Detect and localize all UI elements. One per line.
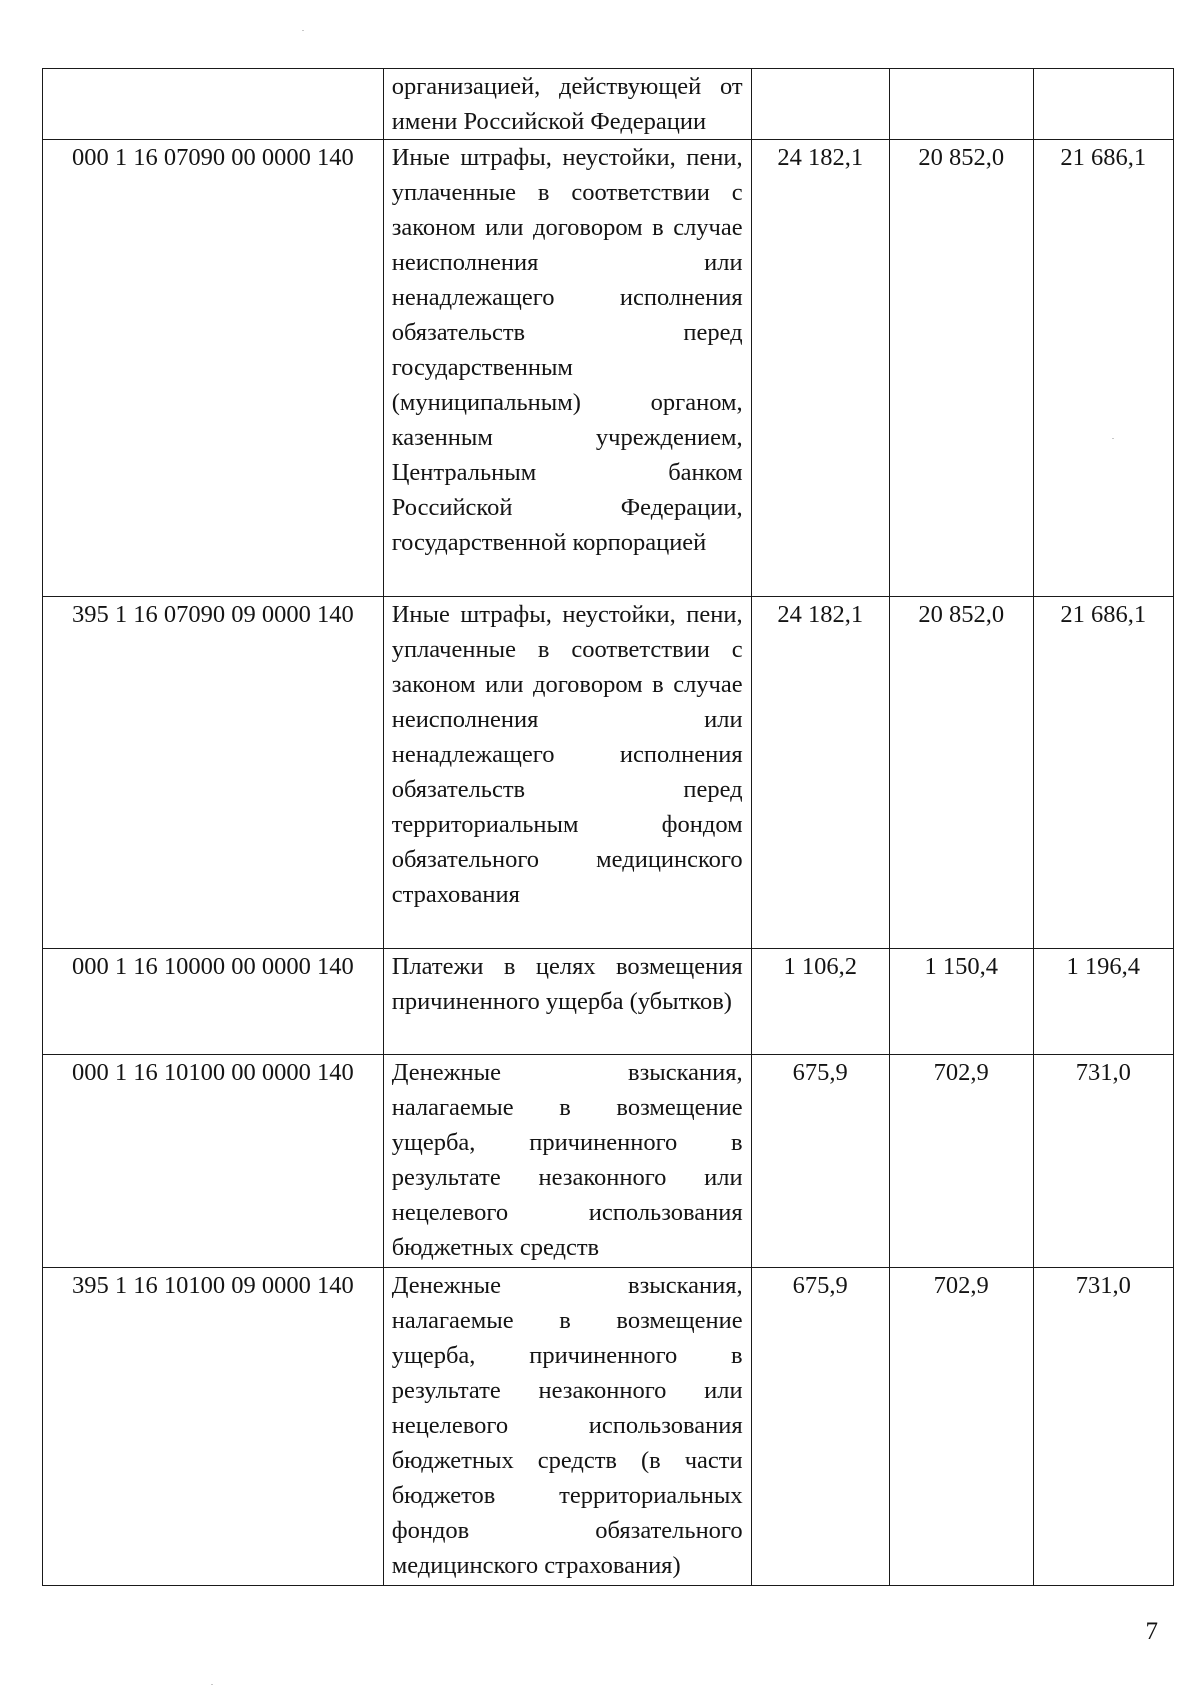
scan-speck [211, 1684, 213, 1685]
value-year-3: 21 686,1 [1033, 140, 1173, 597]
budget-code: 395 1 16 07090 09 0000 140 [43, 597, 384, 949]
value-year-2: 702,9 [889, 1055, 1033, 1268]
row-description: Денежные взыскания, налагаемые в возмещение ущерба, причиненного в результате незаконного или нецелевого использования бюджетных средств [383, 1055, 751, 1268]
table-row [43, 140, 1174, 597]
value-year-2: 702,9 [889, 1268, 1033, 1586]
table-row [43, 69, 1174, 140]
value-year-1: 1 106,2 [751, 949, 889, 1055]
budget-code: 000 1 16 10100 00 0000 140 [43, 1055, 384, 1268]
value-year-3: 731,0 [1033, 1268, 1173, 1586]
value-year-1: 24 182,1 [751, 597, 889, 949]
value-year-3: 1 196,4 [1033, 949, 1173, 1055]
value-year-1: 24 182,1 [751, 140, 889, 597]
table-row [43, 1055, 1174, 1268]
value-year-2: 20 852,0 [889, 140, 1033, 597]
table-row [43, 949, 1174, 1055]
value-year-1: 675,9 [751, 1268, 889, 1586]
table-row [43, 597, 1174, 949]
budget-code: 395 1 16 10100 09 0000 140 [43, 1268, 384, 1586]
value-year-3 [1033, 69, 1173, 140]
row-description: Платежи в целях возмещения причиненного ущерба (убытков) [383, 949, 751, 1055]
budget-code: 000 1 16 10000 00 0000 140 [43, 949, 384, 1055]
value-year-3: 731,0 [1033, 1055, 1173, 1268]
budget-revenue-table [42, 68, 1174, 1586]
value-year-1: 675,9 [751, 1055, 889, 1268]
budget-code [43, 69, 384, 140]
row-description: Иные штрафы, неустойки, пени, уплаченные в соответствии с законом или договором в случае неисполнения или ненадлежащего исполнения обязательств перед государственным (муниципальным) органом, казенным учреждением, Центральным банком Российской Федерации, государственной корпорацией [383, 140, 751, 597]
table-row [43, 1268, 1174, 1586]
row-description: Денежные взыскания, налагаемые в возмещение ущерба, причиненного в результате незаконного или нецелевого использования бюджетных средств (в части бюджетов территориальных фондов обязательного медицинского страхования) [383, 1268, 751, 1586]
value-year-2 [889, 69, 1033, 140]
row-description: Иные штрафы, неустойки, пени, уплаченные в соответствии с законом или договором в случае неисполнения или ненадлежащего исполнения обязательств перед территориальным фондом обязательного медицинского страхования [383, 597, 751, 949]
value-year-2: 20 852,0 [889, 597, 1033, 949]
scan-speck [302, 30, 304, 31]
value-year-2: 1 150,4 [889, 949, 1033, 1055]
page-number: 7 [1145, 1618, 1158, 1645]
value-year-3: 21 686,1 [1033, 597, 1173, 949]
budget-code: 000 1 16 07090 00 0000 140 [43, 140, 384, 597]
row-description: организацией, действующей от имени Российской Федерации [383, 69, 751, 140]
value-year-1 [751, 69, 889, 140]
